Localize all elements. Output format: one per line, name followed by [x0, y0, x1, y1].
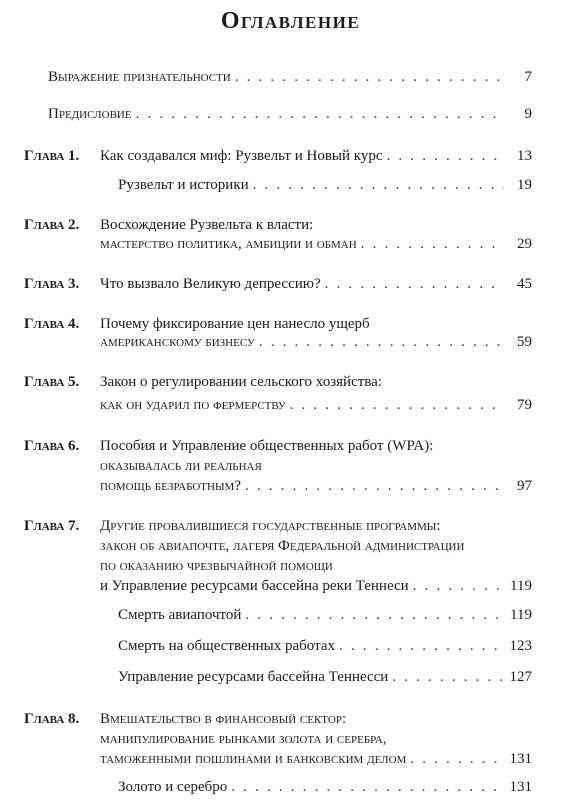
leader-dots [325, 274, 504, 294]
toc-subentry [118, 667, 532, 687]
toc-entry-text: Предисловие [48, 106, 132, 122]
toc-subentry [118, 777, 532, 797]
toc-entry-text-line: оказывалась ли реальная [100, 458, 262, 474]
toc-page-number: 9 [524, 106, 532, 122]
leader-dots [245, 605, 504, 625]
toc-entry-text: Золото и серебро [118, 779, 228, 795]
toc-entry-text: мастерство политика, амбиции и обман [100, 236, 357, 252]
toc-entry-chapter-4 [100, 332, 532, 352]
toc-entry-text: Управление ресурсами бассейна Теннесси [118, 669, 389, 685]
toc-entry-chapter-8 [100, 749, 532, 769]
toc-entry-text-line: манипулирование рынками золота и серебра, [100, 731, 387, 747]
toc-page-number: 59 [517, 334, 532, 350]
toc-entry-text: и Управление ресурсами бассейна реки Теннеси [100, 578, 409, 594]
leader-dots [361, 234, 504, 254]
leader-dots [231, 777, 504, 797]
toc-subentry [118, 636, 532, 656]
leader-dots [136, 104, 504, 124]
toc-page-number: 19 [517, 177, 532, 193]
toc-entry-chapter-6 [100, 476, 532, 496]
toc-entry-chapter-1 [100, 146, 532, 166]
chapter-label: Глава 8. [24, 711, 80, 727]
toc-entry-text: Как создавался миф: Рузвельт и Новый курс [100, 148, 383, 164]
chapter-label: Глава 7. [24, 518, 80, 534]
leader-dots [259, 332, 504, 352]
toc-page-number: 123 [509, 638, 532, 654]
toc-page-number: 119 [510, 578, 532, 594]
toc-page-number: 131 [509, 779, 532, 795]
toc-page-number: 13 [517, 148, 532, 164]
toc-entry-text: таможенными пошлинами и банковским делом [100, 751, 407, 767]
leader-dots [290, 395, 504, 415]
toc-entry-preface [48, 104, 532, 124]
toc-entry-text-line: Пособия и Управление общественных работ (WPA): [100, 438, 434, 454]
leader-dots [253, 175, 504, 195]
toc-page-number: 119 [510, 607, 532, 623]
chapter-label: Глава 2. [24, 217, 80, 233]
toc-entry-chapter-2 [100, 234, 532, 254]
leader-dots [245, 476, 504, 496]
toc-page-number: 97 [517, 478, 532, 494]
chapter-label: Глава 5. [24, 374, 80, 390]
toc-page-number: 45 [517, 276, 532, 292]
leader-dots [392, 667, 504, 687]
toc-entry-text-line: по оказанию чрезвычайной помощи [100, 558, 333, 574]
toc-entry-text: Смерть на общественных работах [118, 638, 335, 654]
leader-dots [387, 146, 505, 166]
toc-entry-text: помощь безработным? [100, 478, 241, 494]
toc-entry-text-line: Вмешательство в финансовый сектор: [100, 711, 347, 727]
toc-entry-chapter-5 [100, 395, 532, 415]
chapter-label: Глава 4. [24, 316, 80, 332]
toc-entry-chapter-3 [100, 274, 532, 294]
toc-entry-text: Смерть авиапочтой [118, 607, 242, 623]
chapter-label: Глава 1. [24, 148, 80, 164]
toc-page-number: 131 [509, 751, 532, 767]
leader-dots [339, 636, 504, 656]
toc-entry-chapter-7 [100, 576, 532, 596]
toc-page-number: 127 [509, 669, 532, 685]
leader-dots [410, 749, 504, 769]
toc-entry-text-line: Восхождение Рузвельта к власти: [100, 217, 314, 233]
page-title: Оглавление [220, 8, 361, 34]
toc-subentry [118, 605, 532, 625]
toc-page-number: 79 [517, 397, 532, 413]
leader-dots [235, 67, 504, 87]
toc-entry-text: Выражение признательности [48, 69, 231, 85]
toc-entry-text-line: закон об авиапочте, лагеря Федеральной администрации [100, 538, 465, 554]
toc-entry-text-line: Другие провалившиеся государственные программы: [100, 518, 441, 534]
toc-entry-text: как он ударил по фермерству [100, 397, 286, 413]
toc-entry-acknowledgements [48, 67, 532, 87]
toc-entry-text: американскому бизнесу [100, 334, 255, 350]
toc-page-number: 29 [517, 236, 532, 252]
toc-entry-text-line: Закон о регулировании сельского хозяйства: [100, 374, 383, 390]
toc-entry-text: Рузвельт и историки [118, 177, 249, 193]
chapter-label: Глава 6. [24, 438, 80, 454]
toc-subentry [118, 175, 532, 195]
leader-dots [413, 576, 504, 596]
chapter-label: Глава 3. [24, 276, 80, 292]
toc-page-number: 7 [524, 69, 532, 85]
toc-entry-text: Что вызвало Великую депрессию? [100, 276, 321, 292]
toc-entry-text-line: Почему фиксирование цен нанесло ущерб [100, 316, 370, 332]
